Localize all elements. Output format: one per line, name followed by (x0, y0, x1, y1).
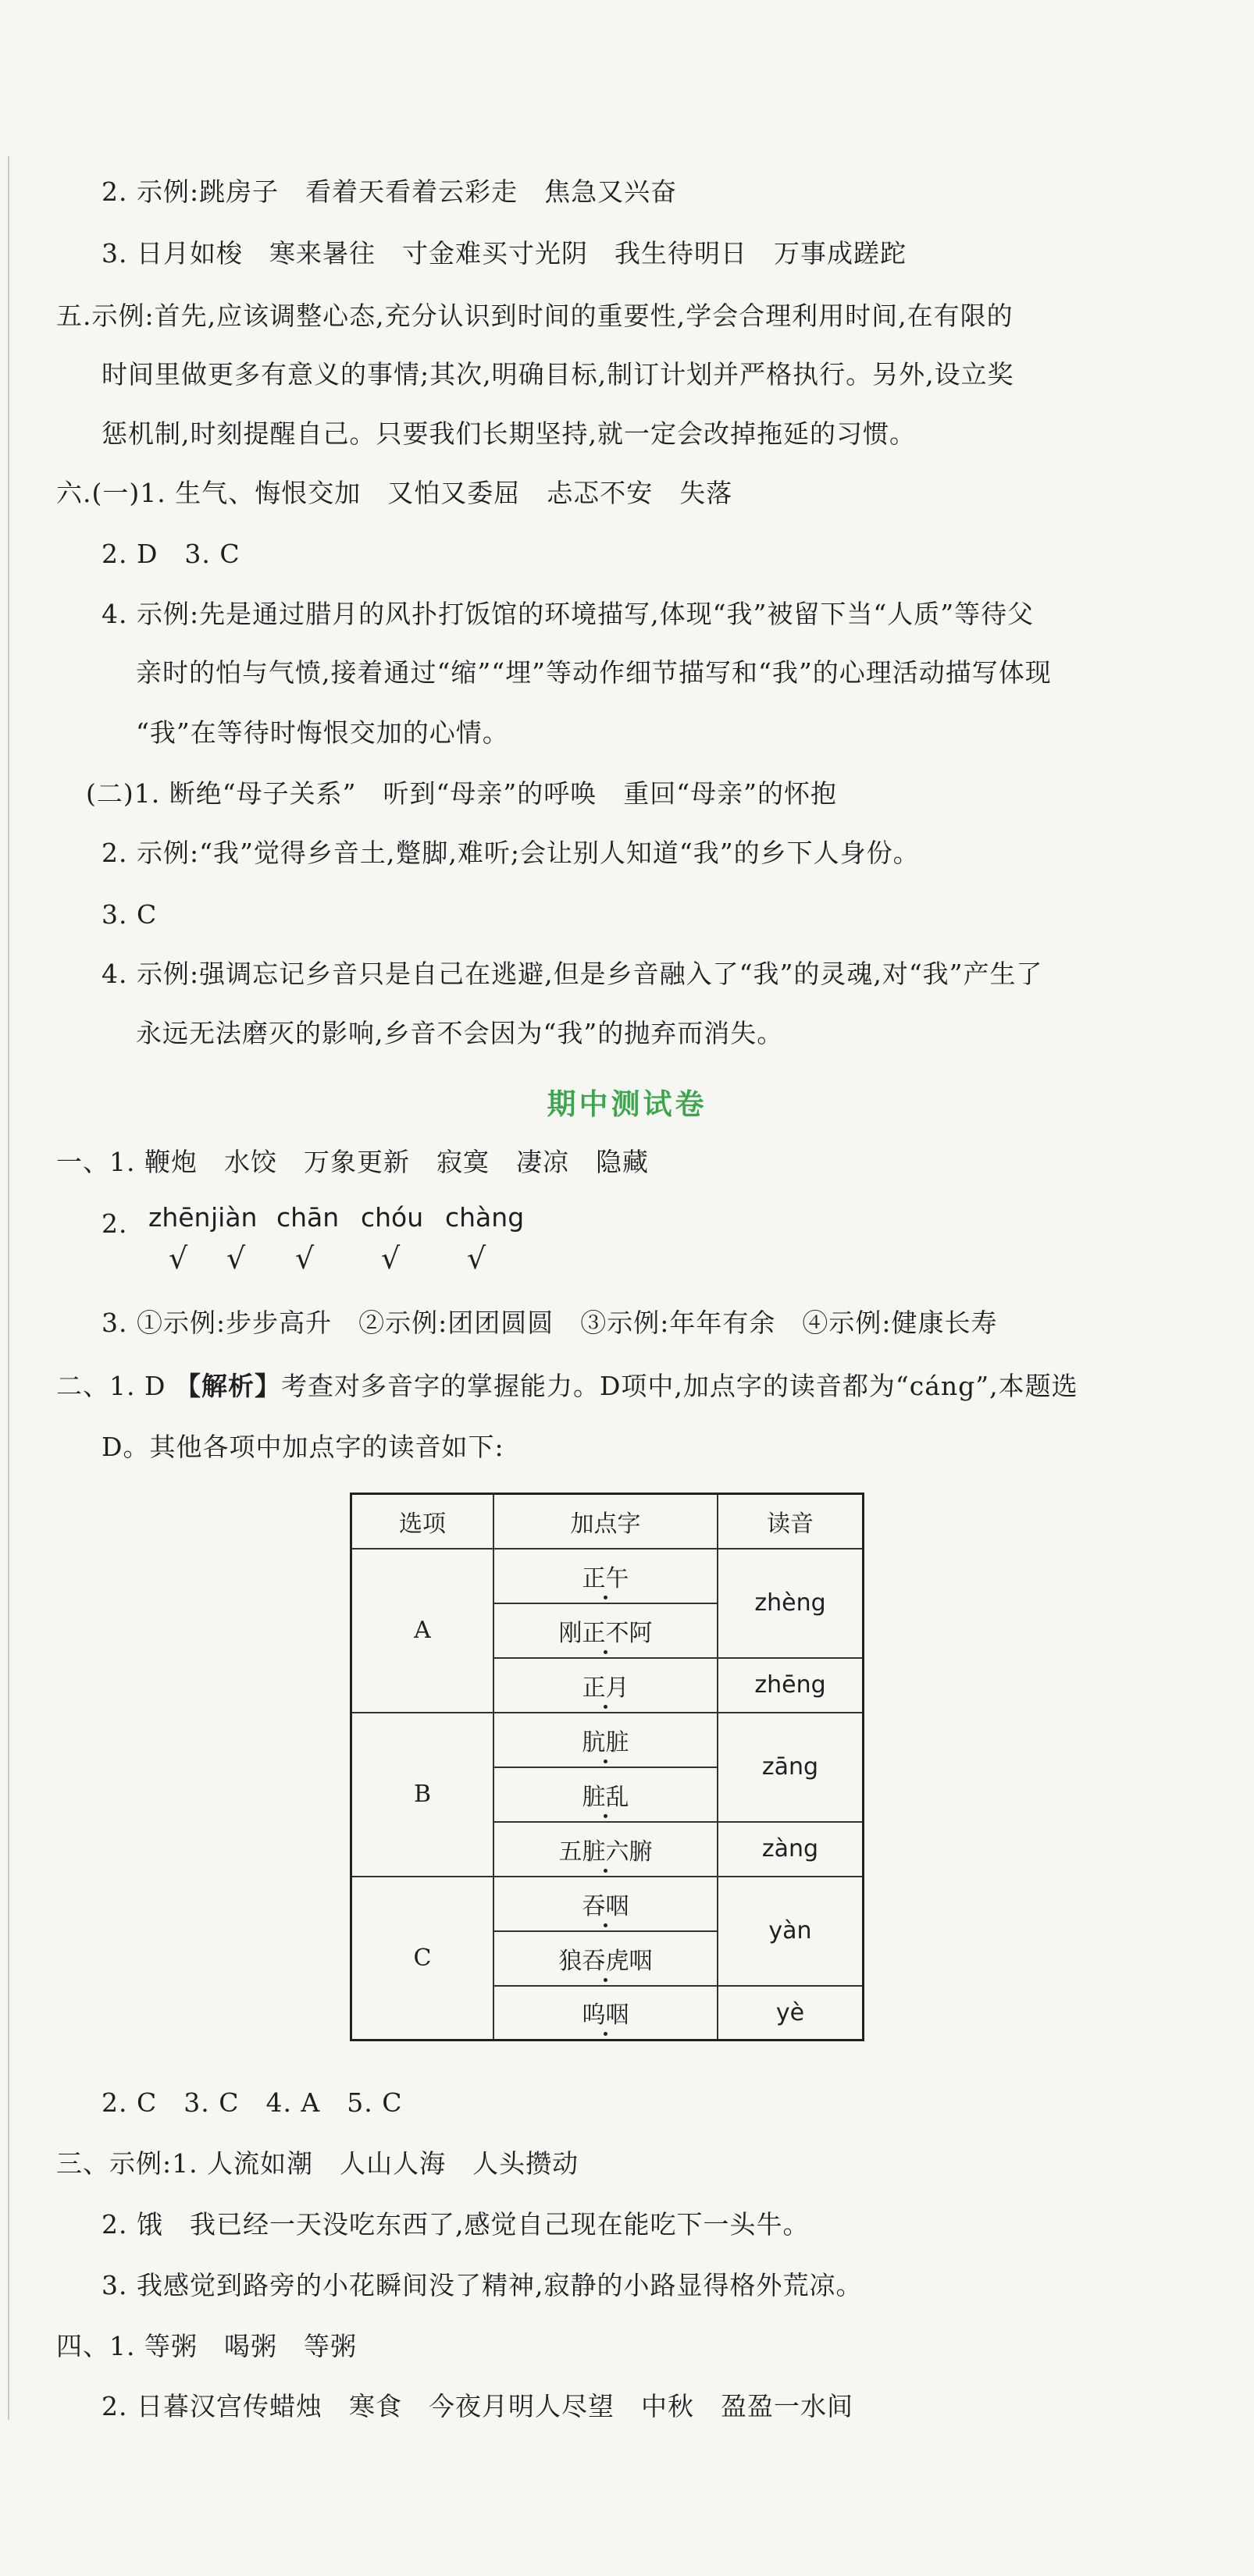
option-cell: B (351, 1713, 494, 1877)
answer-line: 2. 示例:跳房子 看着天看着云彩走 焦急又兴奋 (102, 176, 678, 207)
analysis-text: 考查对多音字的掌握能力。D项中,加点字的读音都为“cáng”,本题选 (280, 1371, 1078, 1401)
dotted-word: 脏乱 (582, 1777, 629, 1812)
answer-line: 2. D 3. C (102, 539, 240, 569)
check-mark: √ (169, 1241, 188, 1276)
word-cell (493, 1931, 718, 1986)
answer-line: 3. C (102, 899, 158, 930)
word-cell (493, 1658, 718, 1713)
word-cell (493, 1767, 718, 1822)
answer-line: 2. 示例:“我”觉得乡音土,蹩脚,难听;会让别人知道“我”的乡下人身份。 (102, 838, 920, 868)
answer-line: 4. 示例:先是通过腊月的风扑打饭馆的环境描写,体现“我”被留下当“人质”等待父 (102, 599, 1035, 629)
answer-line: 2. 日暮汉宫传蜡烛 寒食 今夜月明人尽望 中秋 盈盈一水间 (102, 2391, 853, 2421)
section-five-line: 惩机制,时刻提醒自己。只要我们长期坚持,就一定会改掉拖延的习惯。 (102, 418, 916, 449)
reading-cell: yè (718, 1986, 864, 2041)
table-header: 加点字 (493, 1494, 718, 1549)
dotted-word: 呜咽 (582, 1995, 629, 2030)
analysis-text-line: D。其他各项中加点字的读音如下: (102, 1432, 504, 1462)
check-mark: √ (381, 1241, 401, 1276)
dotted-word: 正午 (582, 1559, 629, 1593)
answer-line: 2. 饿 我已经一天没吃东西了,感觉自己现在能吃下一头牛。 (102, 2209, 810, 2240)
section-one-line: 一、1. 鞭炮 水饺 万象更新 寂寞 凄凉 隐藏 (56, 1147, 649, 1177)
section-six-line: 六.(一)1. 生气、悔恨交加 又怕又委屈 忐忑不安 失落 (56, 478, 733, 508)
word-cell (493, 1986, 718, 2041)
reading-table (350, 1493, 864, 2041)
dotted-word: 正月 (582, 1668, 629, 1703)
section-two-line (56, 1369, 1078, 1404)
reading-cell: zhēng (718, 1658, 864, 1713)
answer-line: (二)1. 断绝“母子关系” 听到“母亲”的呼唤 重回“母亲”的怀抱 (86, 778, 837, 809)
dotted-word: 五脏六腑 (559, 1832, 653, 1866)
section-five-line: 五.示例:首先,应该调整心态,充分认识到时间的重要性,学会合理利用时间,在有限的 (56, 301, 1014, 331)
pinyin-item: chóu (361, 1202, 424, 1233)
answer-line: “我”在等待时悔恨交加的心情。 (136, 717, 509, 748)
section-five-line: 时间里做更多有意义的事情;其次,明确目标,制订计划并严格执行。另外,设立奖 (102, 359, 1014, 390)
word-cell (493, 1549, 718, 1603)
table-header: 选项 (351, 1494, 494, 1549)
word-cell (493, 1603, 718, 1658)
word-cell (493, 1713, 718, 1767)
dotted-word: 肮脏 (582, 1723, 629, 1757)
check-mark: √ (226, 1241, 246, 1276)
midterm-title: 期中测试卷 (547, 1087, 707, 1121)
section-four-line: 四、1. 等粥 喝粥 等粥 (56, 2331, 357, 2361)
reading-cell: zāng (718, 1713, 864, 1822)
answer-prefix: 二、1. D (56, 1371, 175, 1401)
answer-line: 3. ①示例:步步高升 ②示例:团团圆圆 ③示例:年年有余 ④示例:健康长寿 (102, 1308, 998, 1338)
answer-line: 亲时的怕与气愤,接着通过“缩”“埋”等动作细节描写和“我”的心理活动描写体现 (136, 657, 1052, 688)
answer-line: 3. 日月如梭 寒来暑往 寸金难买寸光阴 我生待明日 万事成蹉跎 (102, 238, 907, 269)
dotted-word: 狼吞虎咽 (559, 1941, 653, 1976)
table-header: 读音 (718, 1494, 864, 1549)
dotted-word: 刚正不阿 (559, 1614, 653, 1648)
dotted-word: 吞咽 (582, 1887, 629, 1921)
answer-line: 2. C 3. C 4. A 5. C (102, 2087, 403, 2118)
analysis-tag: 【解析】 (174, 1371, 281, 1401)
reading-cell: yàn (718, 1877, 864, 1986)
answer-line: 4. 示例:强调忘记乡音只是自己在逃避,但是乡音融入了“我”的灵魂,对“我”产生了 (102, 959, 1043, 989)
reading-cell: zhèng (718, 1549, 864, 1658)
pinyin-label: 2. (102, 1208, 128, 1239)
word-cell (493, 1822, 718, 1877)
pinyin-item: jiàn (211, 1202, 258, 1233)
pinyin-item: chān (276, 1202, 340, 1233)
section-three-line: 三、示例:1. 人流如潮 人山人海 人头攒动 (56, 2148, 579, 2179)
answer-line: 永远无法磨灭的影响,乡音不会因为“我”的抛弃而消失。 (136, 1018, 784, 1048)
pinyin-item: zhēn (148, 1202, 211, 1233)
word-cell (493, 1877, 718, 1931)
option-cell: A (351, 1549, 494, 1713)
answer-line: 3. 我感觉到路旁的小花瞬间没了精神,寂静的小路显得格外荒凉。 (102, 2270, 863, 2300)
reading-cell: zàng (718, 1822, 864, 1877)
pinyin-item: chàng (445, 1202, 525, 1233)
option-cell: C (351, 1877, 494, 2041)
check-mark: √ (295, 1241, 315, 1276)
check-mark: √ (467, 1241, 486, 1276)
